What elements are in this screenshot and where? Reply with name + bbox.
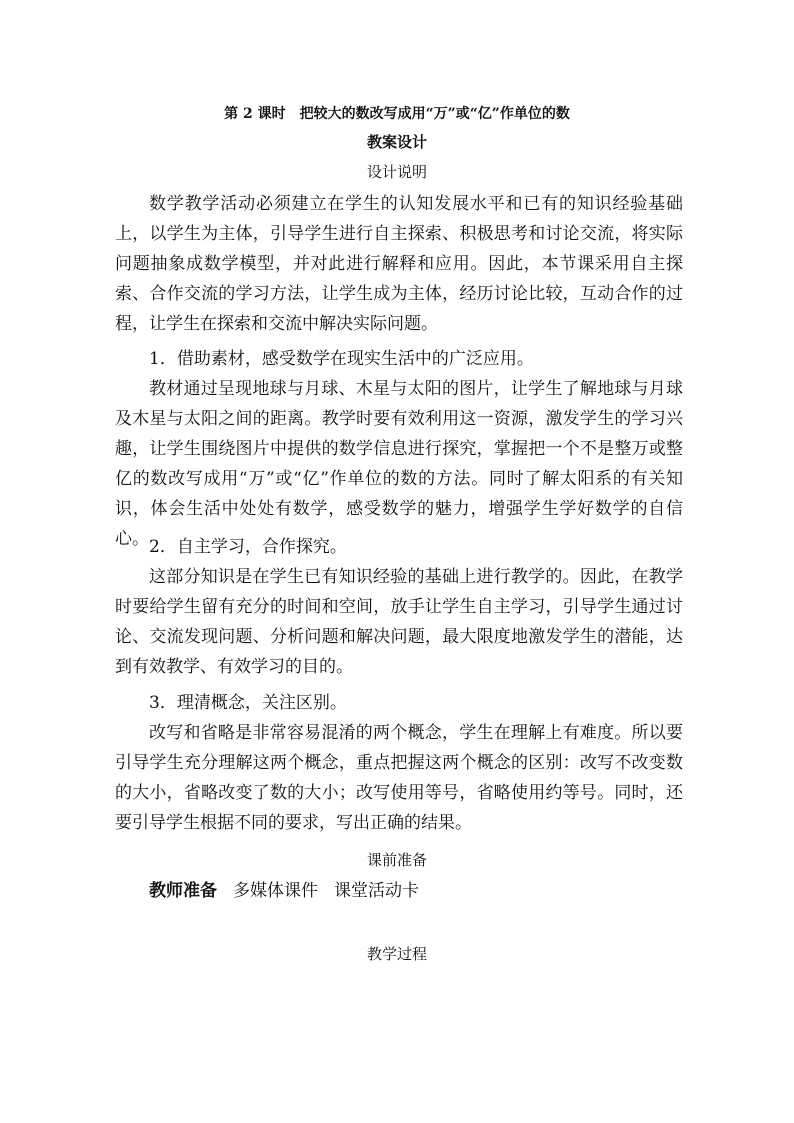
point-heading-3: 3．理清概念，关注区别。 [149,693,347,713]
preparation-item: 课堂活动卡 [334,881,419,901]
subsection-title-design-note: 设计说明 [366,163,427,181]
point-body-2: 这部分知识是在学生已有知识经验的基础上进行教学的。因此，在教学时要给学生留有充分的时间和空间，放手让学生自主学习，引导学生通过讨论、交流发现问题、分析问题和解决问题，最大限度地激发学生的潜能，达到有效教学、有效学习的目的。 [115,567,683,677]
lesson-title: 第 2 课时 把较大的数改写成用“万”或“亿”作单位的数 [224,106,570,122]
section-title-lesson-plan: 教案设计 [366,133,427,151]
point-heading-1: 1．借助素材，感受数学在现实生活中的广泛应用。 [149,349,534,369]
preparation-label: 教师准备 [149,881,217,901]
subsection-title-teaching-process: 教学过程 [366,945,427,963]
preparation-item: 多媒体课件 [233,881,318,901]
point-body-3: 改写和省略是非常容易混淆的两个概念，学生在理解上有难度。所以要引导学生充分理解这两个概念，重点把握这两个概念的区别：改写不改变数的大小，省略改变了数的大小；改写使用等号，省略使用约等号。同时，还要引导学生根据不同的要求，写出正确的结果。 [115,723,683,833]
intro-paragraph: 数学教学活动必须建立在学生的认知发展水平和已有的知识经验基础上，以学生为主体，引导学生进行自主探索、积极思考和讨论交流，将实际问题抽象成数学模型，并对此进行解释和应用。因此，本节课采用自主探索、合作交流的学习方法，让学生成为主体，经历讨论比较，互动合作的过程，让学生在探索和交流中解决实际问题。 [115,194,683,334]
subsection-title-preparation: 课前准备 [366,851,427,869]
point-body-1: 教材通过呈现地球与月球、木星与太阳的图片，让学生了解地球与月球及木星与太阳之间的距离。教学时要有效利用这一资源，激发学生的学习兴趣，让学生围绕图片中提供的数学信息进行探究，掌握把一个不是整万或整亿的数改写成用“万”或“亿”作单位的数的方法。同时了解太阳系的有关知识，体会生活中处处有数学，感受数学的魅力，增强学生学好数学的自信心。 [115,379,683,549]
preparation-line [115,876,683,906]
point-heading-2: 2．自主学习，合作探究。 [149,537,347,557]
